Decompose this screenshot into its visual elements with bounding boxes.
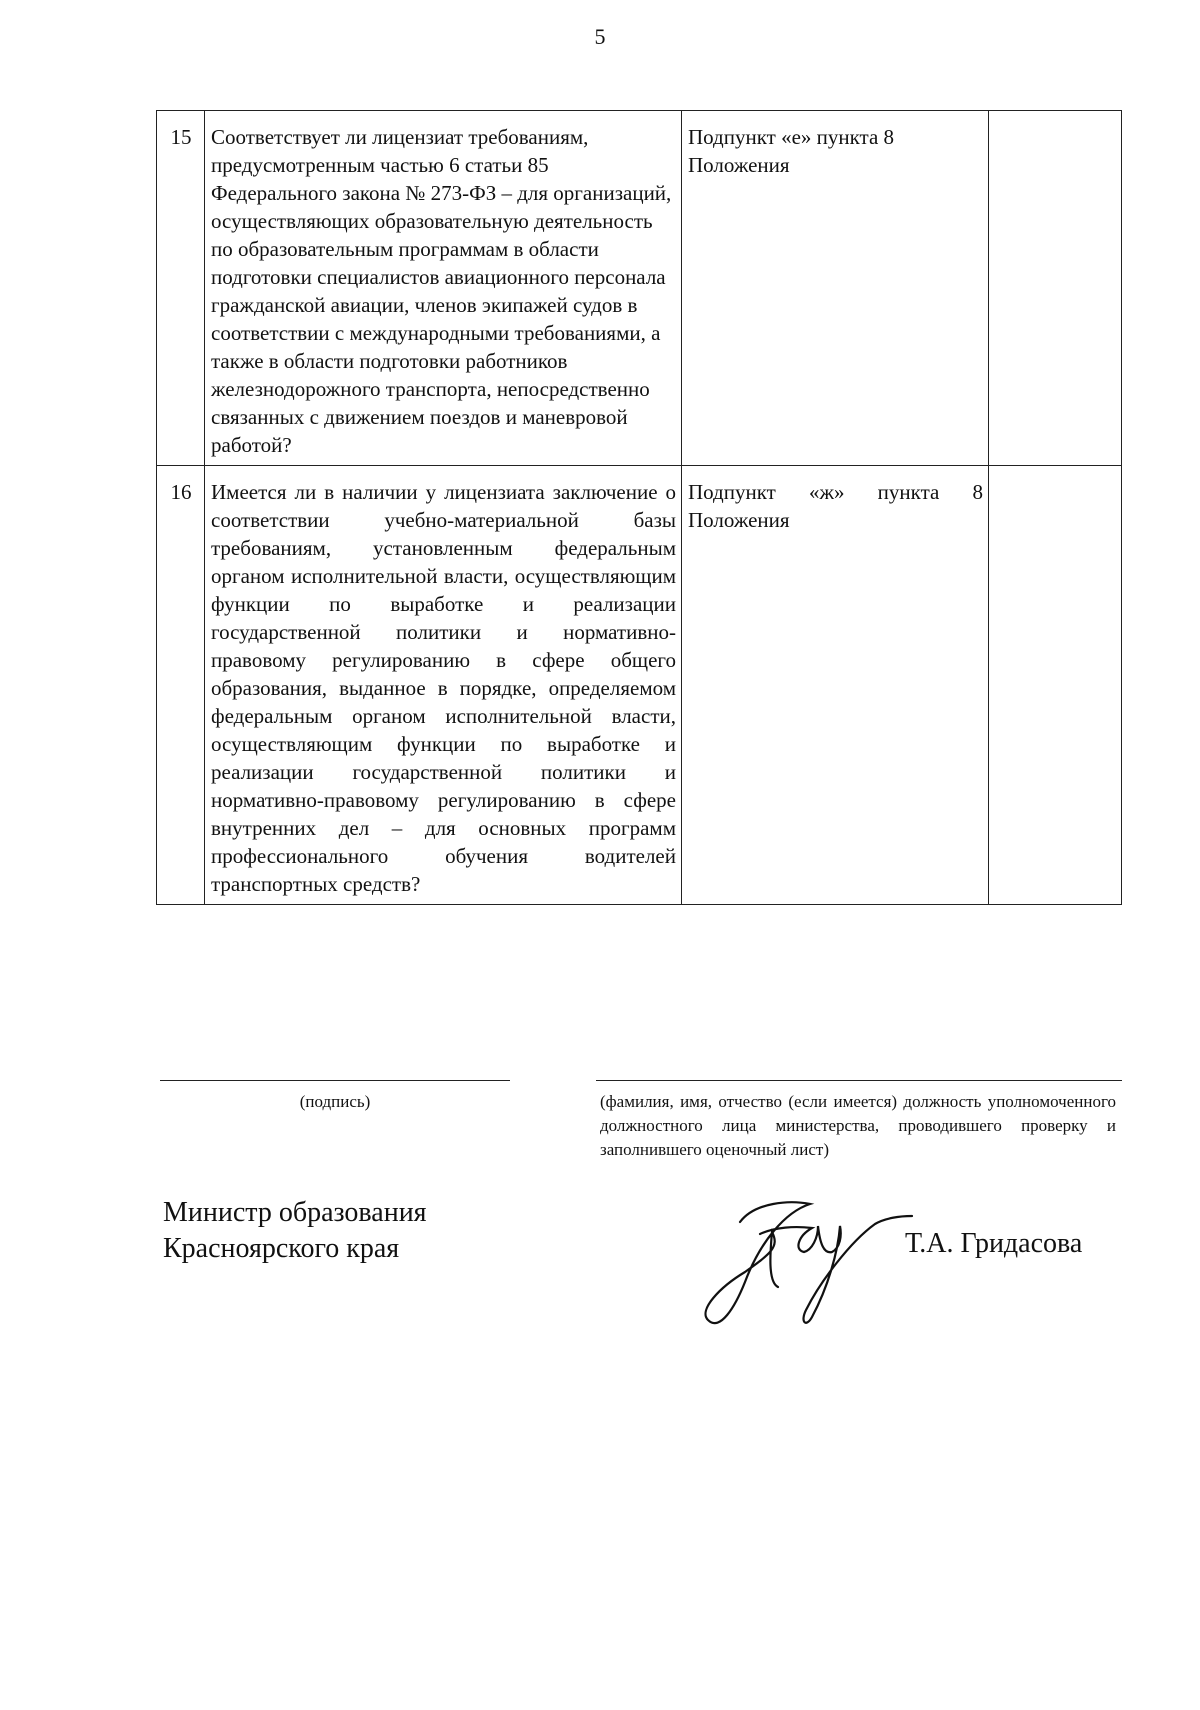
table-row	[157, 111, 1122, 466]
official-caption: (фамилия, имя, отчество (если имеется) должность уполномоченного должностного лица министерства, проводившего проверку и заполнившего оценочный лист)	[600, 1092, 1116, 1159]
row-question: Имеется ли в наличии у лицензиата заключение о соответствии учебно-материальной базы требованиям, установленным федеральным органом исполнительной власти, осуществляющим функции по выработке и реализации государственной политики и нормативно-правовому регулированию в сфере общего образования, выданное в порядке, определяемом федеральным органом исполнительной власти, осуществляющим функции по выработке и реализации государственной политики и нормативно-правовому регулированию в сфере внутренних дел – для основных программ профессионального обучения водителей транспортных средств?	[205, 466, 682, 905]
minister-position	[163, 1195, 427, 1267]
official-name-line	[596, 1080, 1122, 1081]
table-row	[157, 466, 1122, 905]
signature-line	[160, 1080, 510, 1081]
row-result-cell	[989, 466, 1122, 905]
row-number: 15	[157, 111, 205, 466]
row-question: Соответствует ли лицензиат требованиям, предусмотренным частью 6 статьи 85 Федерального закона № 273-ФЗ – для организаций, осуществляющих образовательную деятельность по образовательным программам в области подготовки специалистов авиационного персонала гражданской авиации, членов экипажей судов в соответствии с международными требованиями, а также в области подготовки работников железнодорожного транспорта, непосредственно связанных с движением поездов и маневровой работой?	[205, 111, 682, 466]
checklist-table	[156, 110, 1122, 905]
signature-caption: (подпись)	[299, 1092, 371, 1111]
minister-position-line1: Министр образования	[163, 1197, 427, 1228]
row-number: 16	[157, 466, 205, 905]
row-reference: Подпункт «е» пункта 8 Положения	[682, 111, 989, 466]
row-reference: Подпункт «ж» пункта 8 Положения	[682, 466, 989, 905]
handwritten-signature-icon	[700, 1192, 915, 1337]
minister-position-line2: Красноярского края	[163, 1233, 400, 1264]
row-result-cell	[989, 111, 1122, 466]
signer-name: Т.А. Гридасова	[905, 1228, 1083, 1259]
page-number: 5	[594, 24, 606, 49]
